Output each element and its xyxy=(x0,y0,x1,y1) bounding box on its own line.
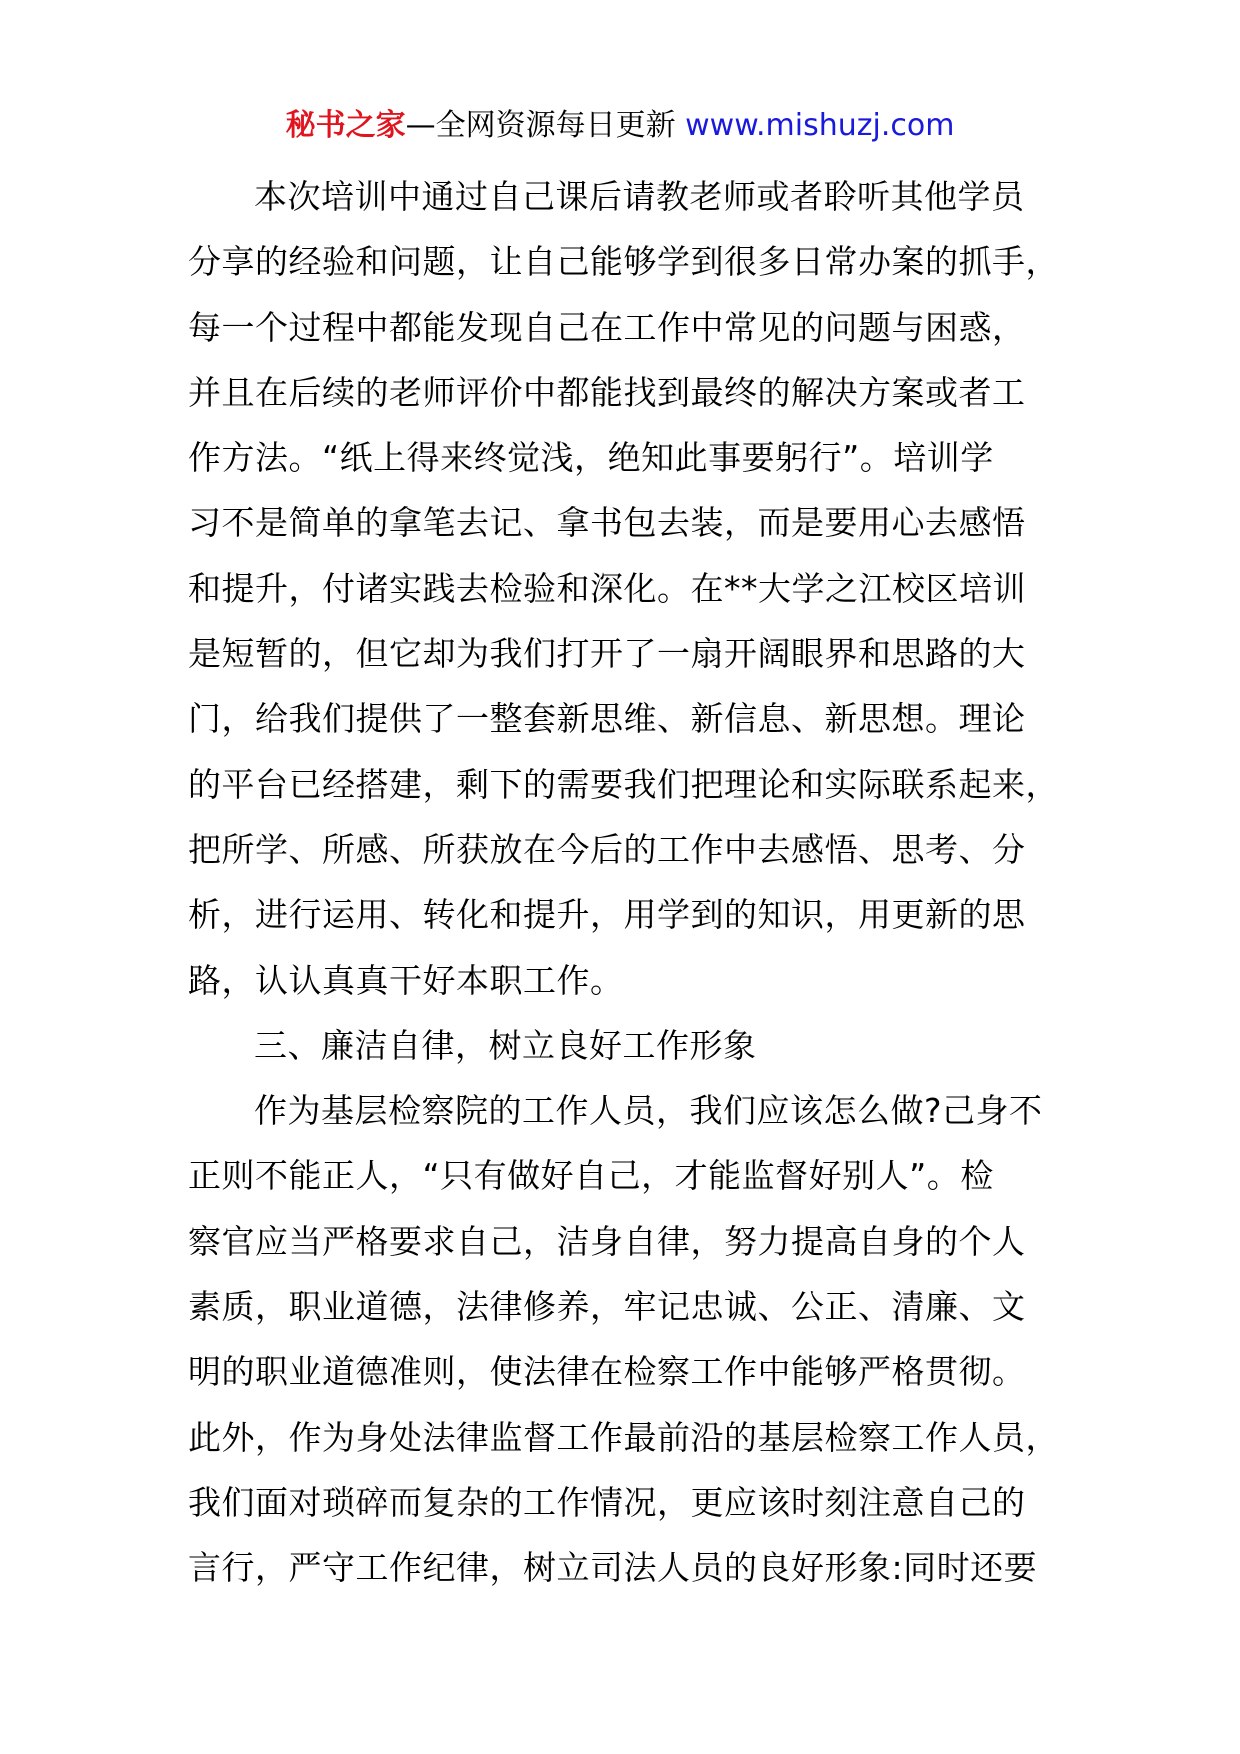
text-line: 习不是简单的拿笔去记、拿书包去装，而是要用心去感悟 xyxy=(188,503,1026,543)
header-brand: 秘书之家 xyxy=(285,108,406,143)
text-line: 路，认认真真干好本职工作。 xyxy=(188,960,624,1000)
text-line: 是短暂的，但它却为我们打开了一扇开阔眼界和思路的大 xyxy=(188,634,1026,674)
header-url-link[interactable]: www.mishuzj.com xyxy=(685,108,955,143)
text-line: 作为基层检察院的工作人员，我们应该怎么做?己身不 xyxy=(254,1091,1043,1131)
text-line: 作方法。“纸上得来终觉浅，绝知此事要躬行”。培训学 xyxy=(188,438,994,478)
text-line: 言行，严守工作纪律，树立司法人员的良好形象:同时还要 xyxy=(188,1548,1038,1588)
text-line: 察官应当严格要求自己，洁身自律，努力提高自身的个人 xyxy=(188,1221,1026,1261)
text-line: 分享的经验和问题，让自己能够学到很多日常办案的抓手， xyxy=(188,242,1059,282)
text-line: 我们面对琐碎而复杂的工作情况，更应该时刻注意自己的 xyxy=(188,1482,1026,1522)
text-line: 此外，作为身处法律监督工作最前沿的基层检察工作人员， xyxy=(188,1417,1059,1457)
header-tagline: —全网资源每日更新 xyxy=(405,108,686,143)
text-line: 并且在后续的老师评价中都能找到最终的解决方案或者工 xyxy=(188,372,1026,412)
text-line: 的平台已经搭建，剩下的需要我们把理论和实际联系起来， xyxy=(188,764,1059,804)
text-line: 素质，职业道德，法律修养，牢记忠诚、公正、清廉、文 xyxy=(188,1287,1026,1327)
text-line: 本次培训中通过自己课后请教老师或者聆听其他学员 xyxy=(254,177,1025,216)
text-line: 正则不能正人，“只有做好自己，才能监督好别人”。检 xyxy=(188,1156,994,1196)
text-line: 明的职业道德准则，使法律在检察工作中能够严格贯彻。 xyxy=(188,1352,1026,1392)
text-line: 门，给我们提供了一整套新思维、新信息、新思想。理论 xyxy=(188,699,1026,739)
document-body xyxy=(188,164,1068,1601)
text-line: 和提升，付诸实践去检验和深化。在**大学之江校区培训 xyxy=(188,568,1026,608)
text-line: 每一个过程中都能发现自己在工作中常见的问题与困惑， xyxy=(188,307,1026,347)
section-heading: 三、廉洁自律，树立良好工作形象 xyxy=(254,1025,757,1065)
text-line: 把所学、所感、所获放在今后的工作中去感悟、思考、分 xyxy=(188,829,1026,869)
text-line: 析，进行运用、转化和提升，用学到的知识，用更新的思 xyxy=(188,895,1026,935)
page-header xyxy=(0,104,1240,148)
